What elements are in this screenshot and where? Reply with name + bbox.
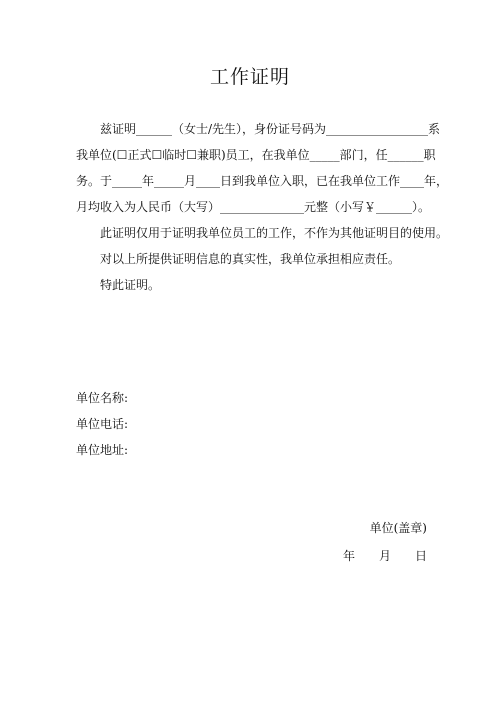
responsibility-note: 对以上所提供证明信息的真实性，我单位承担相应责任。 <box>100 252 401 266</box>
usage-note: 此证明仅用于证明我单位员工的工作，不作为其他证明目的使用。 <box>100 226 449 240</box>
company-phone-label: 单位电话: <box>76 417 129 431</box>
paragraph-line-3: 务。于_____年_____月____日到我单位入职，已在我单位工作____年， <box>76 174 449 188</box>
seal-label: 单位(盖章) <box>369 521 427 535</box>
closing-text: 特此证明。 <box>100 278 161 292</box>
paragraph-line-4: 月均收入为人民币（大写）______________元整（小写￥______）。 <box>76 200 431 214</box>
seal-block <box>343 514 427 570</box>
document-title: 工作证明 <box>209 66 290 88</box>
paragraph-line-2: 我单位(☐正式☐临时☐兼职)员工，在我单位_____部门，任______职 <box>76 148 436 162</box>
company-address-label: 单位地址: <box>76 443 129 457</box>
date-line: 年 月 日 <box>342 549 427 563</box>
company-name-label: 单位名称: <box>76 391 129 405</box>
company-info <box>76 385 128 463</box>
paragraph-line-1: 兹证明______（女士/先生），身份证号码为_________________系 <box>100 122 441 136</box>
document-body <box>76 116 449 298</box>
